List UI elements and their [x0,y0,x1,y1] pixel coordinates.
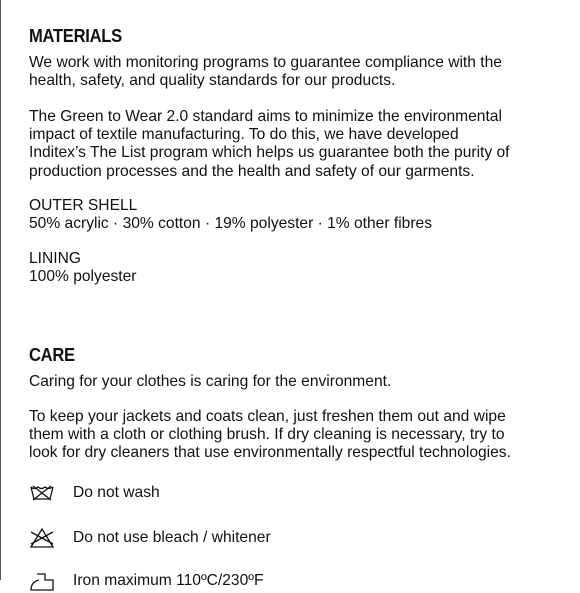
care-body-line: To keep your jackets and coats clean, just freshen them out and wipe [29,408,506,425]
materials-heading: MATERIALS [29,26,122,46]
outer-shell-composition: 50% acrylic · 30% cotton · 19% polyester · 1% other fibres [29,215,433,232]
materials-body-line: production processes and the health and safety of our garments. [29,162,475,180]
care-heading: CARE [29,345,75,365]
materials-intro-line: health, safety, and quality standards for our products. [29,72,396,90]
materials-body-line: The Green to Wear 2.0 standard aims to minimize the environmental [29,108,502,125]
care-instruction-label: Do not wash [73,484,160,501]
materials-body-line: Inditex’s The List program which helps us guarantee both the purity of [29,144,510,162]
materials-intro-line: We work with monitoring programs to guarantee compliance with the [29,54,502,71]
iron-icon [29,569,57,593]
care-intro: Caring for your clothes is caring for the environment. [29,373,392,390]
materials-body-line: impact of textile manufacturing. To do this, we have developed [29,126,459,144]
materials-intro [29,54,502,90]
care-instruction-label: Iron maximum 110ºC/230ºF [73,572,264,589]
care-instruction-iron [29,569,264,593]
care-body [29,408,511,463]
do-not-wash-icon [29,481,57,505]
care-instruction-do-not-wash [29,481,160,505]
outer-shell-label: OUTER SHELL [29,197,138,214]
care-instruction-label: Do not use bleach / whitener [73,529,271,546]
do-not-bleach-icon [29,526,57,550]
care-instruction-do-not-bleach [29,526,271,550]
lining-composition: 100% polyester [29,268,137,285]
lining-label: LINING [29,250,81,267]
materials-body [29,108,510,181]
care-body-line: look for dry cleaners that use environmentally respectful technologies. [29,444,511,462]
care-body-line: them with a cloth or clothing brush. If dry cleaning is necessary, try to [29,426,505,444]
left-border [0,0,1,580]
